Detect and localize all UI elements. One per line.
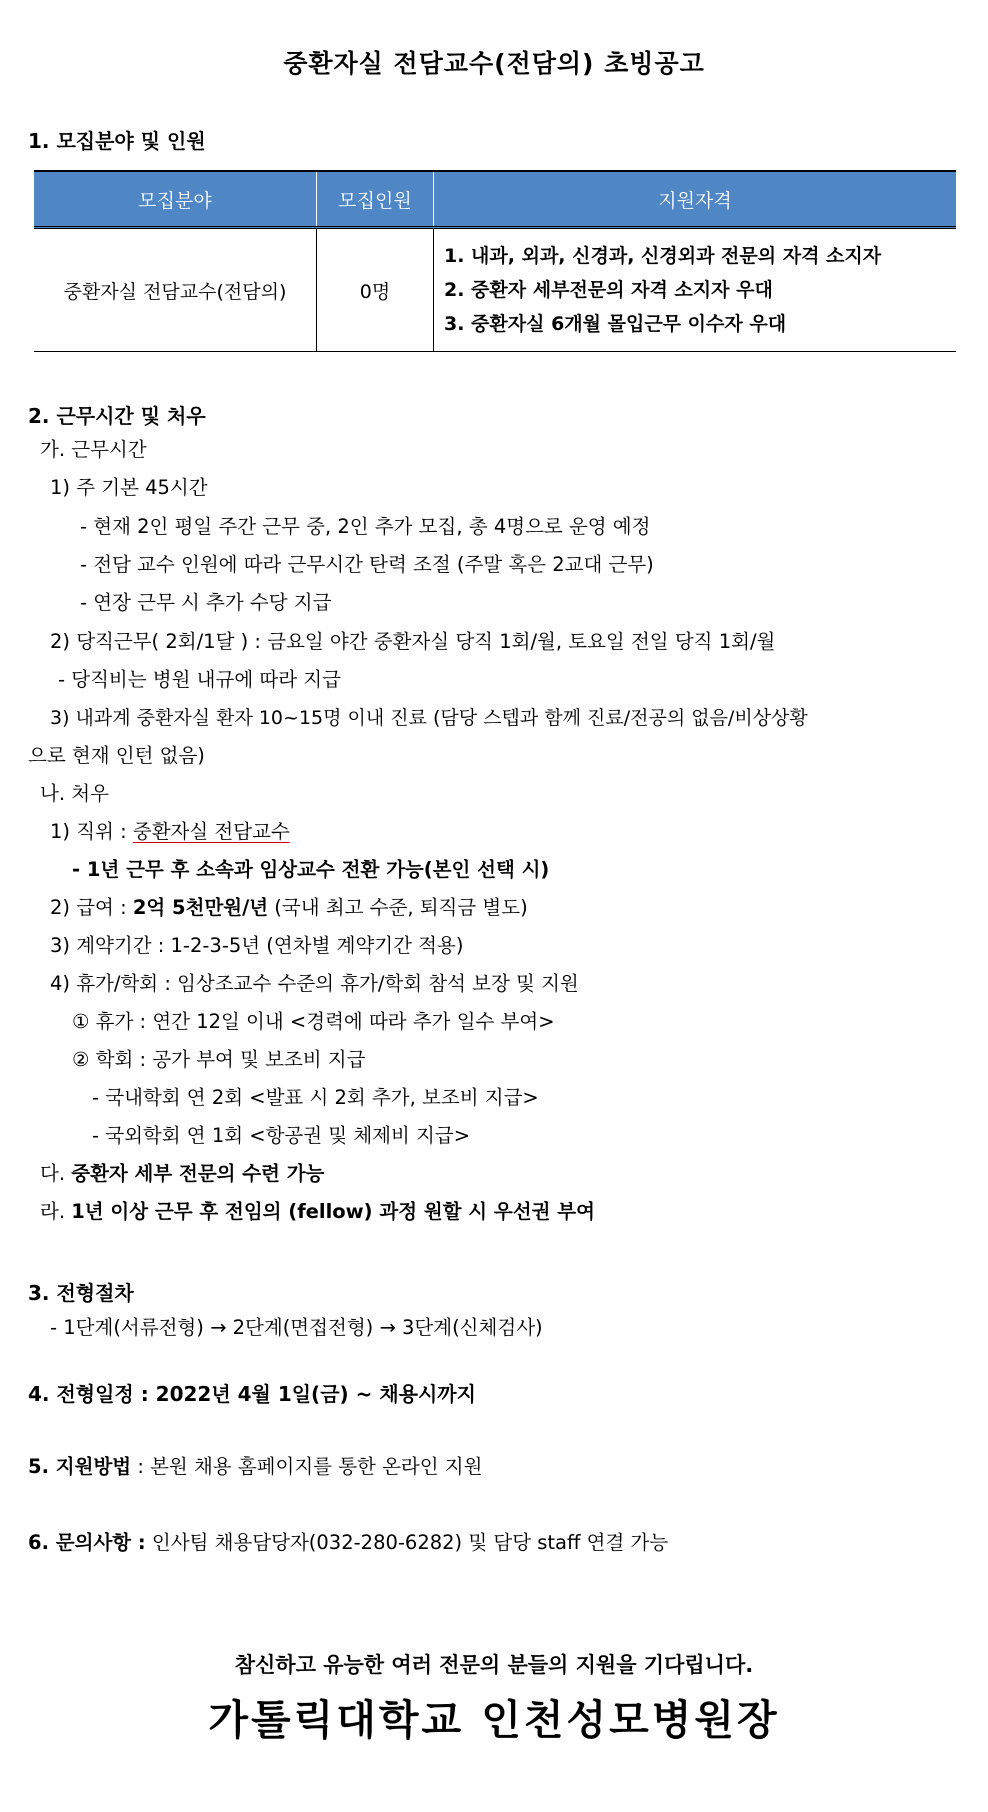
recruitment-table bbox=[34, 170, 956, 352]
closing-message: 참신하고 유능한 여러 전문의 분들의 지원을 기다립니다. bbox=[234, 1653, 754, 1677]
qualification-item: 2. 중환자 세부전문의 자격 소지자 우대 bbox=[444, 279, 773, 301]
subsection-da bbox=[40, 1161, 324, 1187]
section-5-text: : 본원 채용 홈페이지를 통한 온라인 지원 bbox=[131, 1455, 483, 1478]
ra-prefix: 라. bbox=[40, 1200, 72, 1223]
item-ga-1-c: - 연장 근무 시 추가 수당 지급 bbox=[80, 591, 332, 614]
item-ga-1-b: - 전담 교수 인원에 따라 근무시간 탄력 조절 (주말 혹은 2교대 근무) bbox=[80, 553, 654, 576]
item-na-1 bbox=[50, 819, 290, 845]
section-2-heading: 2. 근무시간 및 처우 bbox=[28, 404, 206, 428]
item-na-4-2-b: - 국외학회 연 1회 <항공권 및 체제비 지급> bbox=[92, 1124, 471, 1147]
item-ga-1-a: - 현재 2인 평일 주간 근무 중, 2인 추가 모집, 총 4명으로 운영 예정 bbox=[80, 515, 651, 538]
cell-field: 중환자실 전담교수(전담의) bbox=[34, 228, 317, 352]
signature: 가톨릭대학교 인천성모병원장 bbox=[208, 1696, 780, 1744]
item-na-2 bbox=[50, 895, 528, 921]
subsection-na: 나. 처우 bbox=[40, 782, 109, 805]
cell-count: 0명 bbox=[317, 228, 434, 352]
item-na-3: 3) 계약기간 : 1-2-3-5년 (연차별 계약기간 적용) bbox=[50, 934, 464, 957]
item-ga-3-line2: 으로 현재 인턴 없음) bbox=[28, 744, 205, 767]
section-1-heading: 1. 모집분야 및 인원 bbox=[28, 129, 206, 153]
table-header-row bbox=[34, 171, 956, 228]
page-title: 중환자실 전담교수(전담의) 초빙공고 bbox=[283, 49, 705, 78]
header-qualifications: 지원자격 bbox=[434, 171, 957, 228]
salary-label: 2) 급여 : bbox=[50, 896, 133, 919]
section-6-text: 인사팀 채용담당자(032-280-6282) 및 담당 staff 연결 가능 bbox=[145, 1531, 669, 1554]
item-na-1-a: - 1년 근무 후 소속과 임상교수 전환 가능(본인 선택 시) bbox=[72, 858, 550, 881]
subsection-ga: 가. 근무시간 bbox=[40, 438, 147, 461]
selection-steps: - 1단계(서류전형) → 2단계(면접전형) → 3단계(신체검사) bbox=[50, 1316, 543, 1339]
subsection-ra bbox=[40, 1199, 595, 1225]
salary-value: 2억 5천만원/년 bbox=[132, 896, 269, 919]
section-6-label: 6. 문의사항 : bbox=[28, 1531, 146, 1554]
item-ga-2-a: - 당직비는 병원 내규에 따라 지급 bbox=[58, 668, 341, 691]
section-5 bbox=[28, 1454, 482, 1480]
item-na-4: 4) 휴가/학회 : 임상조교수 수준의 휴가/학회 참석 보장 및 지원 bbox=[50, 972, 579, 995]
ra-text: 1년 이상 근무 후 전임의 (fellow) 과정 원할 시 우선권 부여 bbox=[71, 1200, 595, 1223]
cell-qualifications bbox=[434, 228, 957, 352]
position-value: 중환자실 전담교수 bbox=[132, 820, 290, 843]
section-5-label: 5. 지원방법 bbox=[28, 1455, 132, 1478]
section-4-heading: 4. 전형일정 : 2022년 4월 1일(금) ~ 채용시까지 bbox=[28, 1382, 476, 1406]
header-field: 모집분야 bbox=[34, 171, 317, 228]
section-6 bbox=[28, 1530, 668, 1556]
position-label: 1) 직위 : bbox=[50, 820, 133, 843]
salary-note: (국내 최고 수준, 퇴직금 별도) bbox=[268, 896, 528, 919]
qualification-item: 3. 중환자실 6개월 몰입근무 이수자 우대 bbox=[444, 313, 787, 335]
item-ga-2: 2) 당직근무( 2회/1달 ) : 금요일 야간 중환자실 당직 1회/월, 토요일 전일 당직 1회/월 bbox=[50, 630, 776, 653]
da-prefix: 다. bbox=[40, 1162, 72, 1185]
table-row bbox=[34, 228, 956, 352]
item-ga-3-line1: 3) 내과계 중환자실 환자 10~15명 이내 진료 (담당 스텝과 함께 진료/전공의 없음/비상상황 bbox=[50, 707, 808, 729]
item-na-4-1: ① 휴가 : 연간 12일 이내 <경력에 따라 추가 일수 부여> bbox=[72, 1010, 555, 1033]
da-text: 중환자 세부 전문의 수련 가능 bbox=[71, 1162, 325, 1185]
section-3-heading: 3. 전형절차 bbox=[28, 1281, 134, 1305]
item-na-4-2-a: - 국내학회 연 2회 <발표 시 2회 추가, 보조비 지급> bbox=[92, 1086, 539, 1109]
header-count: 모집인원 bbox=[317, 171, 434, 228]
qualification-item: 1. 내과, 외과, 신경과, 신경외과 전문의 자격 소지자 bbox=[444, 245, 882, 267]
item-na-4-2: ② 학회 : 공가 부여 및 보조비 지급 bbox=[72, 1048, 366, 1071]
item-ga-1: 1) 주 기본 45시간 bbox=[50, 476, 208, 499]
